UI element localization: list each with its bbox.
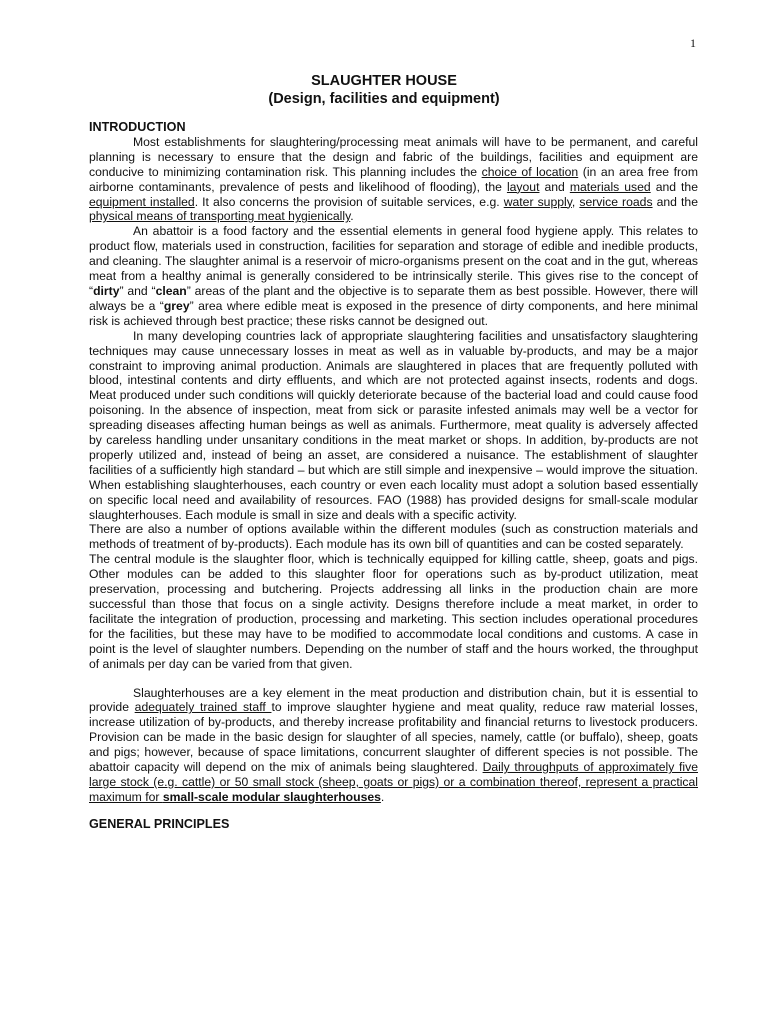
- p2-text-2: ” and “: [119, 283, 156, 298]
- document-body: [89, 120, 698, 832]
- document-title: [0, 72, 768, 108]
- link-small-scale-modular: small-scale modular slaughterhouses: [162, 789, 381, 804]
- title-line-1: SLAUGHTER HOUSE: [311, 73, 457, 89]
- link-choice-of-location: choice of location: [481, 164, 579, 179]
- term-clean: clean: [155, 283, 187, 298]
- title-line-2: (Design, facilities and equipment): [268, 91, 500, 107]
- link-layout: layout: [506, 179, 540, 194]
- p1-text-2: (in an area free from airborne contaminants, prevalence of pests and likelihood of flooding), the: [89, 164, 698, 194]
- p1-text-7: and the: [652, 194, 698, 209]
- link-service-roads: service roads: [579, 194, 653, 209]
- p1-text-8: .: [350, 209, 354, 224]
- link-materials-used: materials used: [569, 179, 651, 194]
- link-adequately-trained-staff: adequately trained staff: [134, 700, 272, 715]
- p6-text-1: Slaughterhouses are a key element in the meat production and distribution chain, but it is essential to provide: [89, 685, 698, 715]
- p6-text-3: .: [380, 789, 385, 804]
- section-spacer: [89, 805, 698, 817]
- link-equipment-installed: equipment installed: [89, 194, 195, 209]
- general-principles-heading: GENERAL PRINCIPLES: [89, 816, 230, 831]
- p1-text-3: and: [539, 179, 570, 194]
- p1-text-6: ,: [571, 194, 580, 209]
- term-dirty: dirty: [93, 283, 120, 298]
- p6-text-2: to improve slaughter hygiene and meat quality, reduce raw material losses, increase utilization of by-products, and thereby increase profitability and financial returns to livestock producers. Provision can be made in the basic design for slaughter of all species, namely, cattle (or buffalo), sheep, goats and pigs; however, because of space limitations, concurrent slaughter of different species is not possible. The abattoir capacity will depend on the mix of animals being slaughtered.: [89, 700, 698, 775]
- link-daily-throughputs: Daily throughputs of approximately five large stock (e.g. cattle) or 50 small stock (sheep, goats or pigs) or a combination thereof, represent a practical maximum for: [89, 760, 698, 804]
- paragraph-5: The central module is the slaughter floor, which is technically equipped for killing cattle, sheep, goats and pigs. Other modules can be added to this slaughter floor for operations such as by-product utilization, meat preservation, processing and butchering. Projects addressing all links in the production chain are more successful than those that focus on a single activity. Designs therefore include a meat market, in order to facilitate the integration of production, processing and marketing. This section includes operational procedures for the facilities, but these may have to be modified to accommodate local conditions and customs. A case in point is the level of slaughter numbers. Depending on the number of staff and the hours worked, the throughput of animals per day can be varied from that given.: [89, 552, 698, 671]
- p1-text-1: Most establishments for slaughtering/processing meat animals will have to be permanent, and careful planning is necessary to ensure that the design and fabric of the buildings, facilities and equipment are conducive to minimizing contamination risk. This planning includes the: [89, 134, 698, 179]
- paragraph-3: In many developing countries lack of appropriate slaughtering facilities and unsatisfactory slaughtering techniques may cause unnecessary losses in meat as well as in valuable by-products, and may be a major constraint to improving animal production. Animals are slaughtered in places that are frequently polluted with blood, intestinal contents and dirty effluents, and which are not protected against insects, rodents and dogs. Meat produced under such conditions will quickly deteriorate because of the bacterial load and could cause food poisoning. In the absence of inspection, meat from sick or parasite infested animals may well be a vector for spreading diseases affecting human beings as well as animals. Furthermore, meat quality is adversely affected by careless handling under unsanitary conditions in the meat market or shops. In addition, by-products are not properly utilized and, instead of being an asset, are considered a nuisance. The establishment of slaughter facilities of a sufficiently high standard – but which are still simple and inexpensive – would improve the situation. When establishing slaughterhouses, each country or even each locality must adopt a solution based essentially on specific local need and availability of resources. FAO (1988) has provided designs for small-scale modular slaughterhouses. Each module is small in size and deals with a specific activity.: [89, 328, 698, 522]
- link-water-supply: water supply: [503, 194, 572, 209]
- paragraph-2: [89, 224, 698, 328]
- introduction-heading: INTRODUCTION: [89, 120, 186, 134]
- p2-text-1: An abattoir is a food factory and the essential elements in general food hygiene apply. This relates to product flow, materials used in construction, facilities for separation and storage of edible and inedible products, and cleaning. The slaughter animal is a reservoir of micro-organisms present on the coat and in the gut, whereas meat from a healthy animal is generally considered to be intrinsically sterile. This gives rise to the concept of “: [89, 224, 698, 298]
- paragraph-6: [89, 686, 698, 805]
- p1-text-5: . It also concerns the provision of suitable services, e.g.: [194, 194, 504, 209]
- term-grey: grey: [163, 298, 190, 313]
- p2-text-4: ” area where edible meat is exposed in the presence of dirty components, and here minimal risk is achieved through best practice; these risks cannot be designed out.: [89, 298, 699, 328]
- link-physical-means: physical means of transporting meat hygienically: [89, 209, 351, 224]
- p2-text-3: ” areas of the plant and the objective is to separate them as best possible. However, there will always be a “: [89, 283, 698, 313]
- paragraph-spacer: [89, 672, 698, 686]
- p1-text-4: and the: [650, 179, 698, 194]
- paragraph-1: [89, 135, 698, 224]
- page-number: 1: [690, 36, 696, 50]
- paragraph-4: There are also a number of options available within the different modules (such as construction materials and methods of treatment of by-products). Each module has its own bill of quantities and can be costed separately.: [89, 522, 698, 552]
